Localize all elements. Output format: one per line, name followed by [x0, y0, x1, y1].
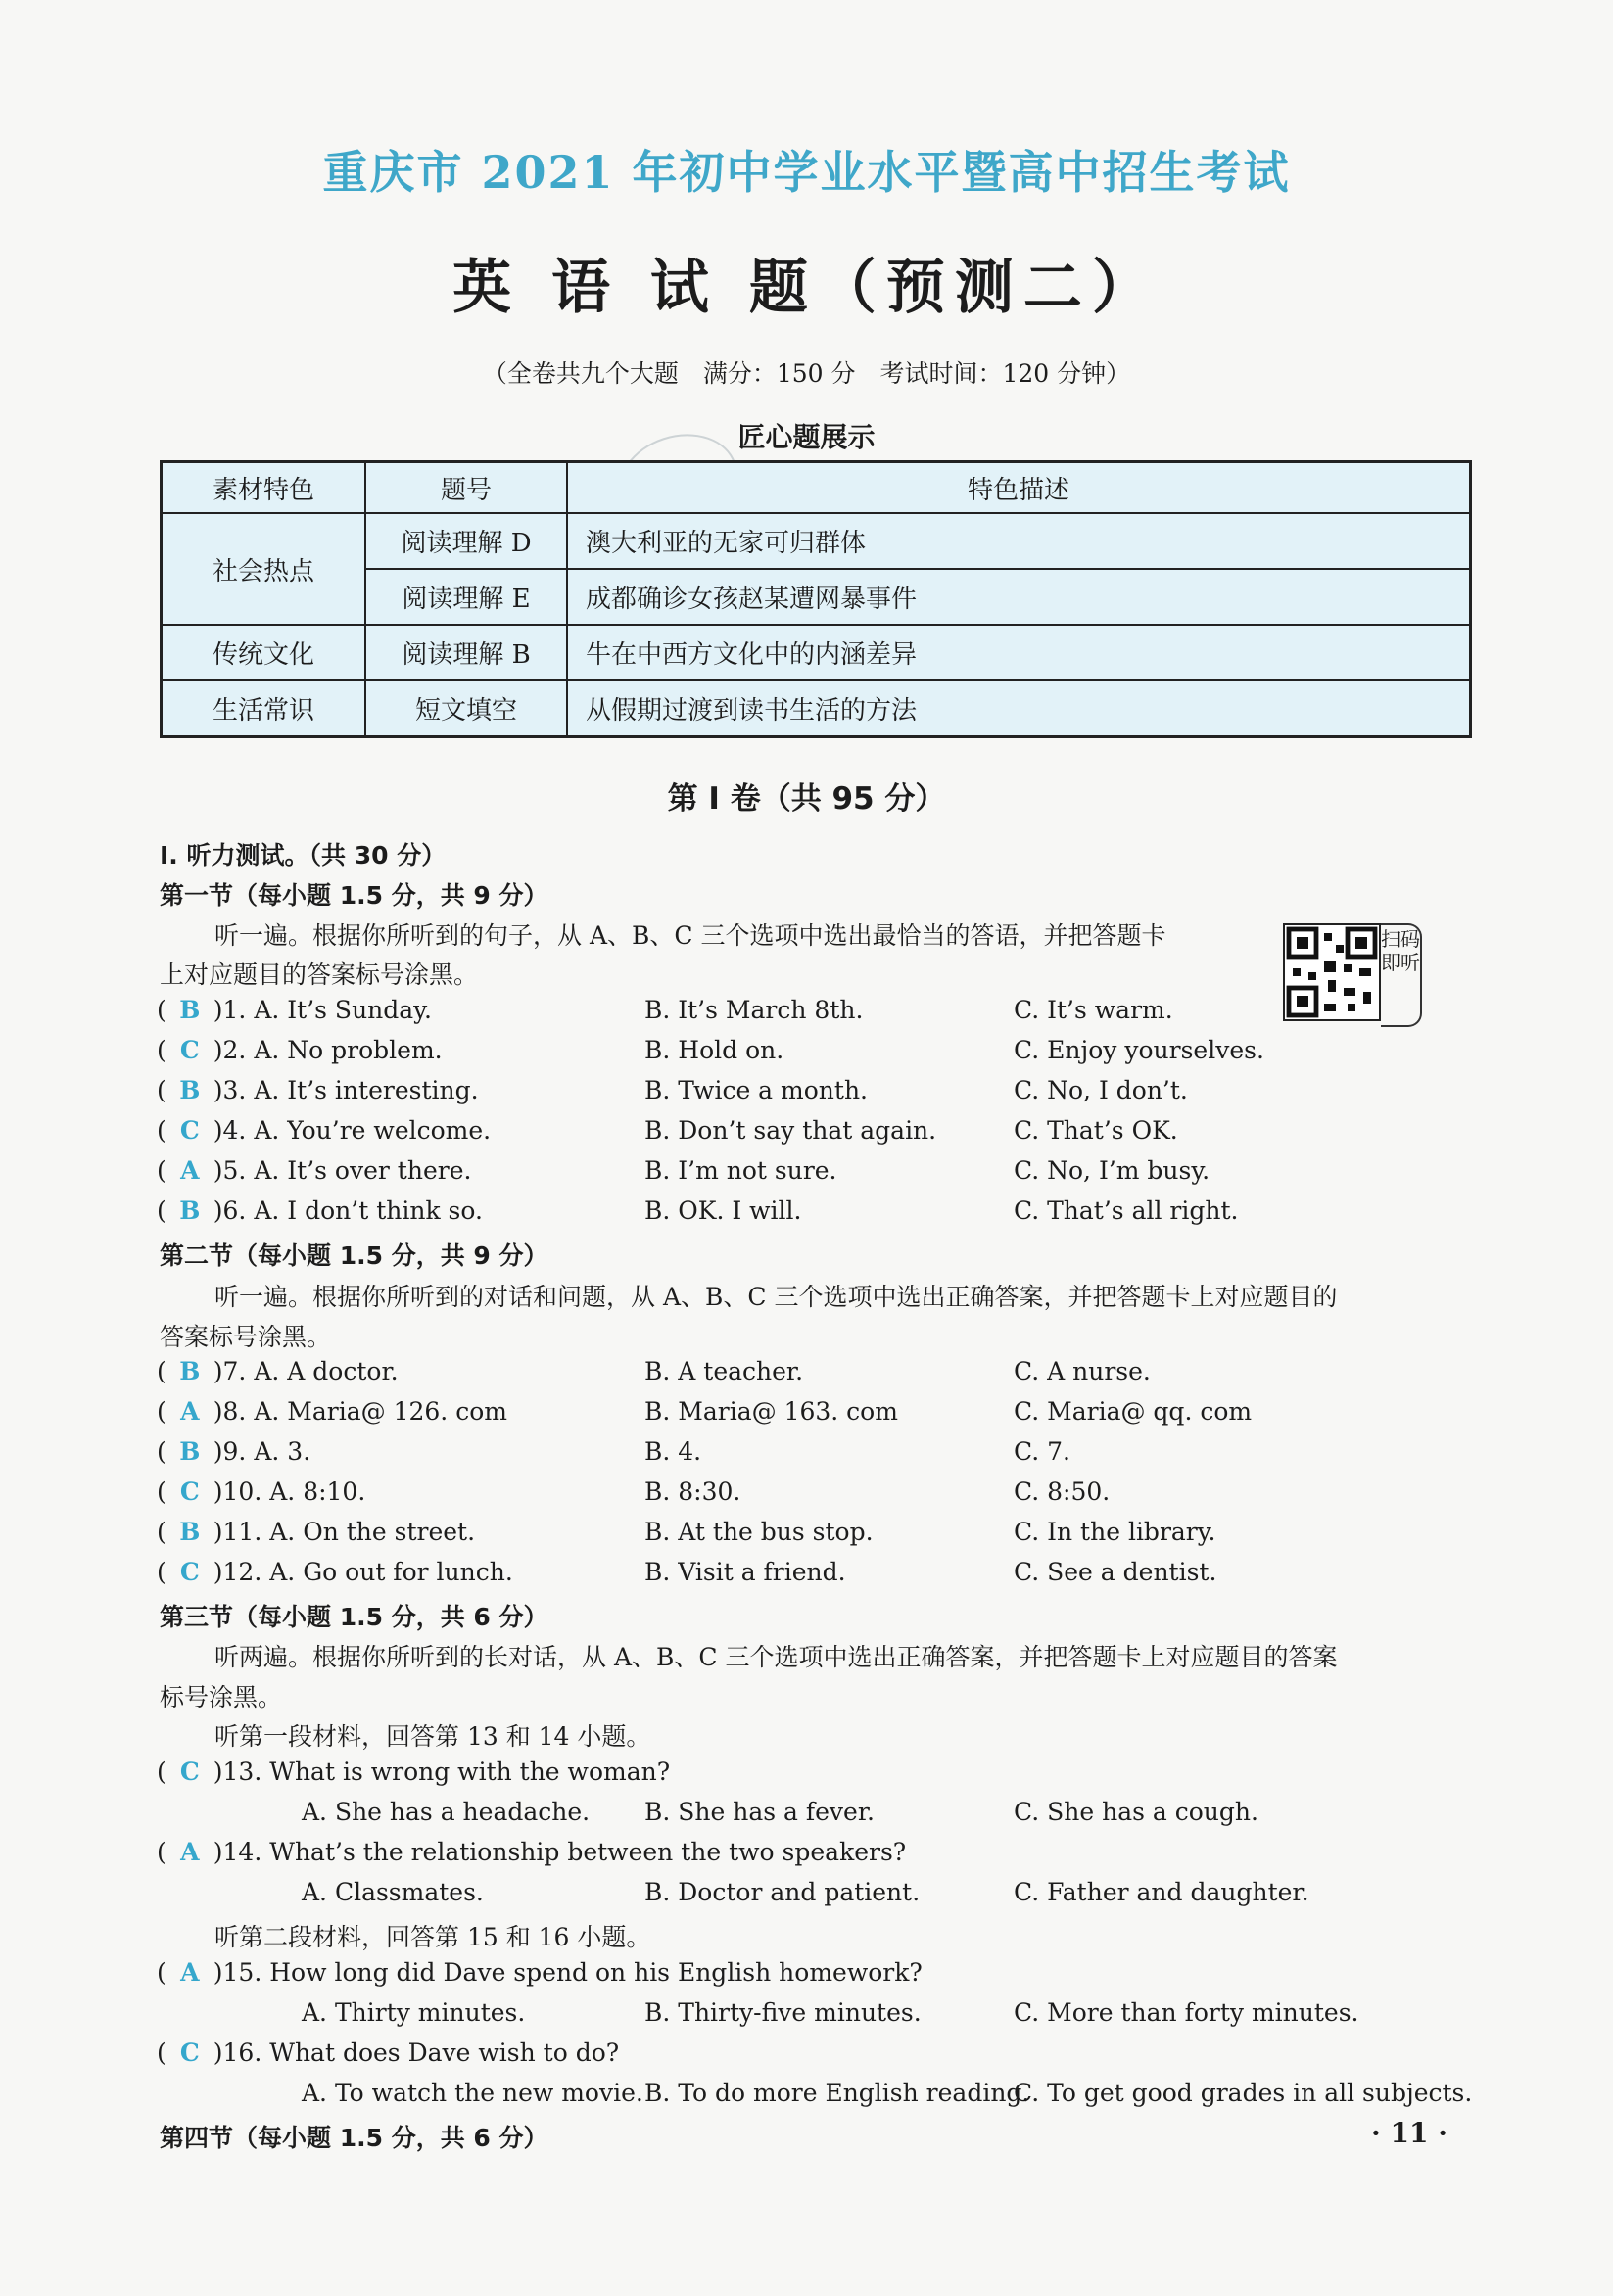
- option-c: C. More than forty minutes.: [1014, 1998, 1359, 2027]
- option-c: C. She has a cough.: [1014, 1798, 1258, 1826]
- table-cell-number: 阅读理解 E: [365, 569, 567, 625]
- option-a: A. Classmates.: [302, 1878, 484, 1906]
- question-row: ( B )11. A. On the street.: [157, 1518, 476, 1546]
- table-cell-category: 生活常识: [162, 680, 366, 737]
- material-2-note: 听第二段材料，回答第 15 和 16 小题。: [214, 1923, 651, 1951]
- question-number: 5.: [222, 1156, 247, 1185]
- option-c: C. That’s all right.: [1014, 1196, 1239, 1225]
- answer-mark: B: [179, 1196, 201, 1225]
- option-c: C. See a dentist.: [1014, 1558, 1217, 1586]
- table-header-row: [162, 462, 1471, 514]
- table-row: [162, 625, 1471, 680]
- question-row: ( A )5. A. It’s over there.: [157, 1156, 472, 1185]
- listening-section-title: I. 听力测试。（共 30 分）: [160, 841, 447, 869]
- option-c: C. That’s OK.: [1014, 1116, 1178, 1145]
- qr-code-icon[interactable]: [1283, 923, 1381, 1021]
- question-number: 11.: [222, 1518, 262, 1546]
- question-row: ( B )9. A. 3.: [157, 1437, 311, 1466]
- option-b: B. Doctor and patient.: [644, 1878, 921, 1906]
- option-c: C. No, I don’t.: [1014, 1076, 1188, 1104]
- question-number: 1.: [222, 996, 247, 1024]
- answer-mark: A: [180, 1156, 200, 1185]
- option-c: C. 8:50.: [1014, 1477, 1111, 1506]
- section-1-title: 第一节（每小题 1.5 分，共 9 分）: [160, 881, 548, 910]
- table-cell-number: 阅读理解 D: [365, 513, 567, 569]
- option-a: A. It’s interesting.: [254, 1076, 479, 1104]
- option-c: C. 7.: [1014, 1437, 1070, 1466]
- question-number: 6.: [222, 1196, 247, 1225]
- column-header: 素材特色: [162, 462, 366, 514]
- question-stem: What is wrong with the woman?: [269, 1757, 671, 1786]
- option-c: C. To get good grades in all subjects.: [1014, 2079, 1473, 2107]
- option-a: A. You’re welcome.: [254, 1116, 492, 1145]
- option-b: B. Maria@ 163. com: [644, 1397, 898, 1426]
- answer-mark: B: [179, 1076, 201, 1104]
- option-a: A. Thirty minutes.: [302, 1998, 526, 2027]
- answer-mark: C: [179, 1036, 200, 1064]
- option-c: C. Maria@ qq. com: [1014, 1397, 1253, 1426]
- option-c: C. A nurse.: [1014, 1357, 1151, 1385]
- answer-mark: C: [179, 1477, 200, 1506]
- question-row: ( B )7. A. A doctor.: [157, 1357, 399, 1385]
- question-row: ( B )6. A. I don’t think so.: [157, 1196, 483, 1225]
- option-a: A. I don’t think so.: [254, 1196, 483, 1225]
- option-c: C. Father and daughter.: [1014, 1878, 1309, 1906]
- scan-to-listen-label[interactable]: 扫码即听: [1381, 923, 1422, 1027]
- question-number: 3.: [222, 1076, 247, 1104]
- table-cell-number: 短文填空: [365, 680, 567, 737]
- section-1-instruction: 听一遍。根据你所听到的句子，从 A、B、C 三个选项中选出最恰当的答语，并把答题卡: [214, 921, 1166, 950]
- material-1-note: 听第一段材料，回答第 13 和 14 小题。: [214, 1722, 651, 1751]
- option-a: A. No problem.: [254, 1036, 443, 1064]
- option-b: B. 4.: [644, 1437, 702, 1466]
- question-number: 10.: [222, 1477, 262, 1506]
- question-number: 2.: [222, 1036, 247, 1064]
- section-3-instruction: 听两遍。根据你所听到的长对话，从 A、B、C 三个选项中选出正确答案，并把答题卡上对应题目的答案: [214, 1643, 1338, 1671]
- highlights-table: [160, 460, 1472, 738]
- question-row: ( A )8. A. Maria@ 126. com: [157, 1397, 507, 1426]
- section-4-title: 第四节（每小题 1.5 分，共 6 分）: [160, 2124, 548, 2152]
- option-b: B. OK. I will.: [644, 1196, 802, 1225]
- question-stem: How long did Dave spend on his English homework?: [269, 1958, 923, 1987]
- question-row: ( C )2. A. No problem.: [157, 1036, 443, 1064]
- option-b: B. At the bus stop.: [644, 1518, 874, 1546]
- option-a: A. 8:10.: [269, 1477, 366, 1506]
- question-number: 9.: [222, 1437, 247, 1466]
- option-c: C. It’s warm.: [1014, 996, 1173, 1024]
- table-cell-description: 牛在中西方文化中的内涵差异: [567, 625, 1471, 680]
- question-row: ( C )10. A. 8:10.: [157, 1477, 366, 1506]
- option-c: C. No, I’m busy.: [1014, 1156, 1210, 1185]
- question-row: ( C )4. A. You’re welcome.: [157, 1116, 492, 1145]
- column-header: 题号: [365, 462, 567, 514]
- option-b: B. Hold on.: [644, 1036, 784, 1064]
- section-2-instruction: 听一遍。根据你所听到的对话和问题，从 A、B、C 三个选项中选出正确答案，并把答题卡上对应题目的: [214, 1283, 1338, 1311]
- answer-mark: B: [179, 1437, 201, 1466]
- exam-title: 重庆市 2021 年初中学业水平暨高中招生考试: [322, 146, 1291, 199]
- table-row: [162, 513, 1471, 569]
- table-row: [162, 680, 1471, 737]
- answer-mark: B: [179, 1357, 201, 1385]
- question-number: 7.: [222, 1357, 247, 1385]
- option-a: A. To watch the new movie.: [302, 2079, 643, 2107]
- option-a: A. Go out for lunch.: [269, 1558, 513, 1586]
- section-1-instruction-cont: 上对应题目的答案标号涂黑。: [160, 961, 479, 989]
- answer-mark: A: [180, 1958, 200, 1987]
- option-c: C. In the library.: [1014, 1518, 1216, 1546]
- option-b: B. Thirty-five minutes.: [644, 1998, 922, 2027]
- question-stem: What does Dave wish to do?: [269, 2038, 620, 2067]
- question-row: ( A )14. What’s the relationship between the two speakers?: [157, 1838, 907, 1866]
- part-heading: 第 I 卷（共 95 分）: [667, 781, 946, 817]
- answer-mark: C: [179, 1757, 200, 1786]
- exam-subtitle: 英 语 试 题（预测二）: [452, 254, 1161, 322]
- option-b: B. It’s March 8th.: [644, 996, 864, 1024]
- answer-mark: C: [179, 1558, 200, 1586]
- question-number: 12.: [222, 1558, 262, 1586]
- column-header: 特色描述: [567, 462, 1471, 514]
- answer-mark: B: [179, 1518, 201, 1546]
- table-cell-number: 阅读理解 B: [365, 625, 567, 680]
- option-a: A. It’s over there.: [254, 1156, 472, 1185]
- question-number: 4.: [222, 1116, 247, 1145]
- question-row: ( B )3. A. It’s interesting.: [157, 1076, 479, 1104]
- answer-mark: A: [180, 1838, 200, 1866]
- table-cell-category: 传统文化: [162, 625, 366, 680]
- question-row: ( B )1. A. It’s Sunday.: [157, 996, 432, 1024]
- highlights-heading: 匠心题展示: [737, 421, 876, 453]
- option-a: A. 3.: [254, 1437, 311, 1466]
- table-cell-category: 社会热点: [162, 513, 366, 625]
- option-a: A. A doctor.: [254, 1357, 399, 1385]
- section-3-instruction-cont: 标号涂黑。: [160, 1683, 283, 1711]
- question-stem: What’s the relationship between the two speakers?: [269, 1838, 907, 1866]
- answer-mark: C: [179, 2038, 200, 2067]
- option-b: B. Don’t say that again.: [644, 1116, 937, 1145]
- answer-mark: A: [180, 1397, 200, 1426]
- option-b: B. She has a fever.: [644, 1798, 875, 1826]
- option-b: B. To do more English reading.: [644, 2079, 1030, 2107]
- question-row: ( C )13. What is wrong with the woman?: [157, 1757, 671, 1786]
- option-c: C. Enjoy yourselves.: [1014, 1036, 1264, 1064]
- page-number: · 11 ·: [1371, 2117, 1447, 2149]
- option-b: B. 8:30.: [644, 1477, 741, 1506]
- question-number: 8.: [222, 1397, 247, 1426]
- option-b: B. A teacher.: [644, 1357, 804, 1385]
- option-a: A. Maria@ 126. com: [254, 1397, 507, 1426]
- question-row: ( C )12. A. Go out for lunch.: [157, 1558, 513, 1586]
- option-b: B. Twice a month.: [644, 1076, 868, 1104]
- option-a: A. It’s Sunday.: [254, 996, 432, 1024]
- section-2-instruction-cont: 答案标号涂黑。: [160, 1323, 332, 1351]
- exam-scope: （全卷共九个大题 满分：150 分 考试时间：120 分钟）: [482, 359, 1131, 388]
- question-row: ( C )16. What does Dave wish to do?: [157, 2038, 620, 2067]
- answer-mark: C: [179, 1116, 200, 1145]
- question-number: 13.: [222, 1757, 262, 1786]
- question-number: 16.: [222, 2038, 262, 2067]
- option-a: A. On the street.: [269, 1518, 476, 1546]
- question-number: 15.: [222, 1958, 262, 1987]
- option-b: B. Visit a friend.: [644, 1558, 846, 1586]
- table-cell-description: 从假期过渡到读书生活的方法: [567, 680, 1471, 737]
- question-number: 14.: [222, 1838, 262, 1866]
- table-cell-description: 成都确诊女孩赵某遭网暴事件: [567, 569, 1471, 625]
- table-cell-description: 澳大利亚的无家可归群体: [567, 513, 1471, 569]
- section-3-title: 第三节（每小题 1.5 分，共 6 分）: [160, 1603, 548, 1631]
- question-row: ( A )15. How long did Dave spend on his English homework?: [157, 1958, 923, 1987]
- answer-mark: B: [179, 996, 201, 1024]
- option-a: A. She has a headache.: [302, 1798, 591, 1826]
- section-2-title: 第二节（每小题 1.5 分，共 9 分）: [160, 1242, 548, 1270]
- option-b: B. I’m not sure.: [644, 1156, 837, 1185]
